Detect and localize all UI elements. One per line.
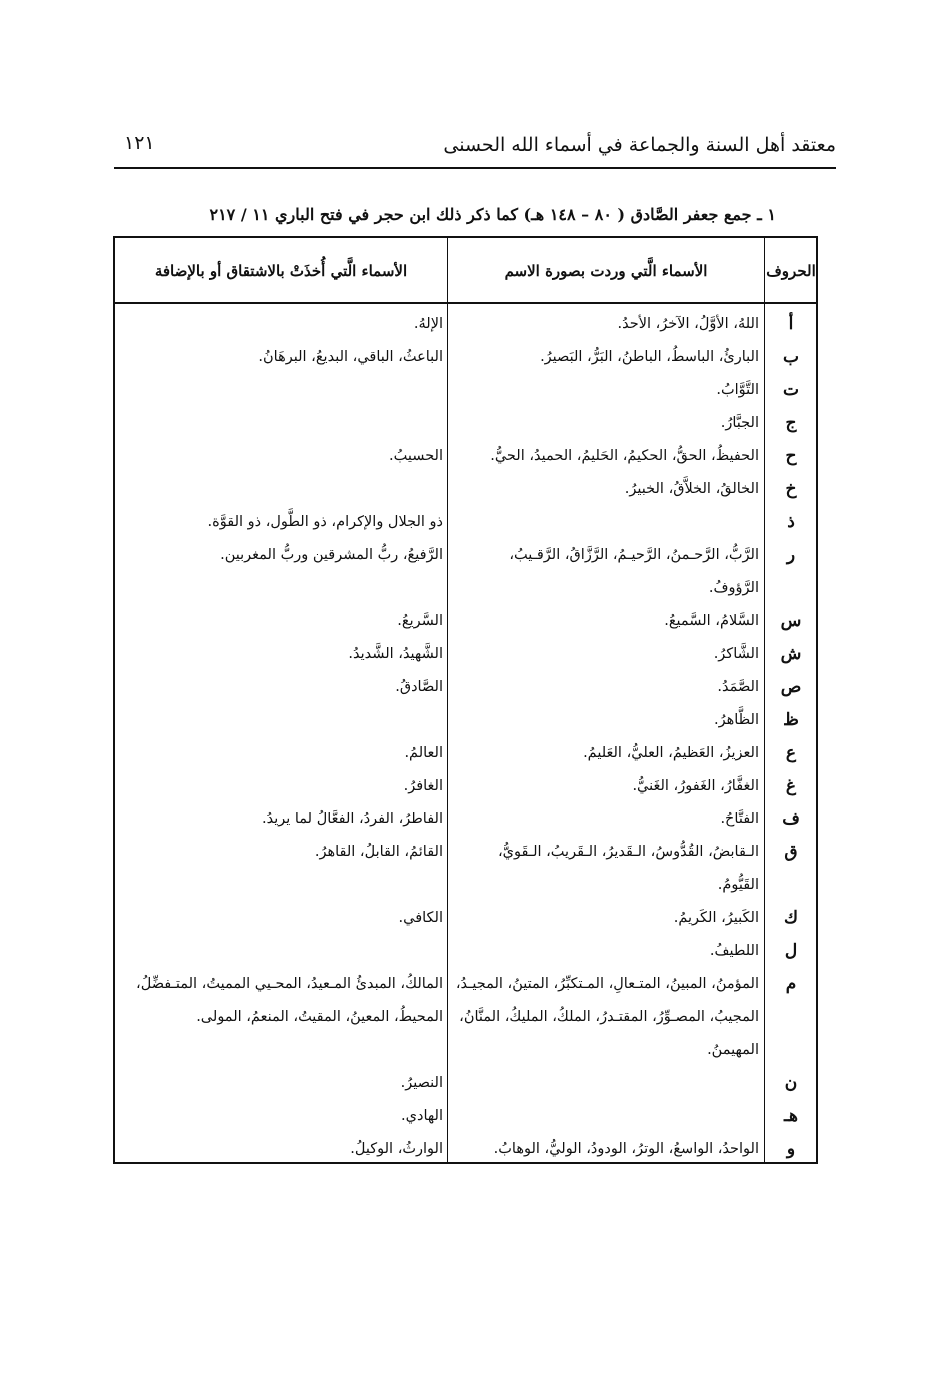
letter-cell: ر [786, 545, 796, 565]
direct-names-cell: العزيزُ، العَظيمُ، العليُّ، العَليمُ. [583, 745, 759, 761]
direct-names-cell: القَيُّومُ. [717, 877, 759, 893]
header-derived-names: الأسماء الَّتي أُخذَتْ بالاشتقاق أو بالإضافة [154, 262, 408, 280]
direct-names-cell: الشَّاكرُ. [713, 646, 759, 662]
direct-names-cell: الجبَّارُ. [720, 415, 759, 431]
letter-cell: ح [785, 446, 797, 466]
table-row [115, 374, 816, 407]
letter-cell: غ [785, 776, 797, 796]
page-number: ١٢١ [124, 132, 155, 154]
derived-names-cell: الشَّهيدُ، الشَّديدُ. [348, 646, 443, 662]
direct-names-cell: الواحدُ، الواسعُ، الوترُ، الودودُ، الوليُّ، الوهابُ. [493, 1141, 759, 1157]
direct-names-cell: المؤمنُ، المبينُ، المتـعالِ، المـتكبِّرُ، المتينُ، المجيـدُ، [455, 976, 759, 992]
letter-cell: م [785, 974, 797, 994]
derived-names-cell: القائمُ، القابلُ، القاهرُ. [314, 844, 443, 860]
header-letters: الحروف [766, 262, 816, 280]
table-caption: ١ ـ جمع جعفر الصَّادق ( ٨٠ – ١٤٨ هـ) كما ذكر ذلك ابن حجر في فتح الباري ١١ / ٢١٧ [209, 205, 776, 224]
names-table [113, 236, 818, 1164]
header-direct-names: الأسماء الَّتي وردت بصورة الاسم [504, 262, 708, 280]
table-row [115, 1133, 816, 1166]
table-row [115, 407, 816, 440]
direct-names-cell: الغفَّارُ، الغَفورُ، الغَنيُّ. [632, 778, 759, 794]
table-row [115, 671, 816, 704]
table-row [115, 836, 816, 869]
table-row [115, 1001, 816, 1034]
letter-cell: ل [784, 941, 798, 961]
direct-names-cell: الكَبيرُ، الكَريمُ. [673, 910, 759, 926]
letter-cell: ق [784, 842, 798, 862]
table-row [115, 803, 816, 836]
table-row [115, 968, 816, 1001]
direct-names-cell: الرَّؤوفُ. [708, 580, 759, 596]
table-row [115, 473, 816, 506]
derived-names-cell: الحسيبُ. [389, 448, 443, 464]
derived-names-cell: النصيرُ. [400, 1075, 443, 1091]
table-row [115, 440, 816, 473]
table-row [115, 935, 816, 968]
direct-names-cell: الخالقُ، الخلاَّقُ، الخبيرُ. [624, 481, 759, 497]
letter-cell: ذ [787, 512, 795, 532]
derived-names-cell: السَّريعُ. [397, 613, 443, 629]
table-row [115, 341, 816, 374]
letter-cell: ب [782, 347, 799, 367]
direct-names-cell: المجيبُ، المصـوِّرُ، المقتـدرُ، الملكُ، المليكُ، المنَّانُ، [459, 1009, 759, 1025]
table-row [115, 704, 816, 737]
header-rule [114, 167, 836, 169]
direct-names-cell: الظَّاهرُ. [713, 712, 759, 728]
table-row [115, 539, 816, 572]
derived-names-cell: الكافي. [398, 910, 443, 926]
direct-names-cell: التَّوَّابُ. [716, 382, 759, 398]
derived-names-cell: الإلهُ. [413, 316, 443, 332]
derived-names-cell: ذو الجلال والإكرام، ذو الطَّول، ذو القوَّة. [207, 514, 443, 530]
direct-names-cell: اللهُ، الأوَّلُ، الآخرُ، الأحدُ. [617, 316, 759, 332]
table-row [115, 506, 816, 539]
derived-names-cell: الصَّادقُ. [395, 679, 443, 695]
letter-cell: ش [780, 644, 802, 664]
letter-cell: ج [785, 413, 797, 433]
derived-names-cell: الهادي. [401, 1108, 443, 1124]
table-row [115, 638, 816, 671]
table-row [115, 308, 816, 341]
derived-names-cell: المالكُ، المبدئُ المـعيدُ، المحـيي المميتُ، المتـفضِّلُ، [136, 976, 443, 992]
letter-cell: هـ [784, 1106, 798, 1126]
table-row [115, 902, 816, 935]
table-row [115, 605, 816, 638]
letter-cell: خ [785, 479, 797, 499]
table-row [115, 869, 816, 902]
derived-names-cell: العالمُ. [404, 745, 443, 761]
letter-cell: و [786, 1139, 796, 1159]
derived-names-cell: المحيطُ، المعينُ، المقيتُ، المنعمُ، المولى. [196, 1009, 443, 1025]
direct-names-cell: الصَّمَدُ. [717, 679, 759, 695]
letter-cell: ن [784, 1073, 798, 1093]
direct-names-cell: الحفيظُ، الحقُّ، الحكيمُ، الحَليمُ، الحميدُ، الحيُّ. [490, 448, 759, 464]
letter-cell: ف [782, 809, 800, 829]
running-header [114, 128, 836, 168]
table-row [115, 737, 816, 770]
letter-cell: أ [788, 314, 794, 334]
letter-cell: ص [780, 677, 802, 697]
letter-cell: ك [783, 908, 798, 928]
direct-names-cell: الـقابضُ، القُدُّوسُ، الـقَديرُ، الـقَريبُ، الـقَويُّ، [497, 844, 759, 860]
derived-names-cell: الغافرُ. [403, 778, 443, 794]
running-title: معتقد أهل السنة والجماعة في أسماء الله الحسنى [443, 134, 836, 156]
table-row [115, 1067, 816, 1100]
table-row [115, 770, 816, 803]
direct-names-cell: السَّلامُ، السَّميعُ. [664, 613, 759, 629]
direct-names-cell: الفتَّاحُ. [720, 811, 759, 827]
header-divider [115, 302, 816, 304]
direct-names-cell: الرَّبُّ، الرَّحـمنُ، الرَّحيـمُ، الرَّزَّاقُ، الرَّقـيبُ، [509, 547, 759, 563]
letter-cell: ع [785, 743, 797, 763]
derived-names-cell: الرَّفيعُ، ربُّ المشرقين وربُّ المغربين. [220, 547, 443, 563]
direct-names-cell: المهيمنُ. [707, 1042, 759, 1058]
direct-names-cell: البارئُ، الباسطُ، الباطنُ، البَرُّ، البَصيرُ. [540, 349, 759, 365]
table-row [115, 1100, 816, 1133]
letter-cell: ت [782, 380, 799, 400]
derived-names-cell: الوارثُ، الوكيلُ. [350, 1141, 443, 1157]
letter-cell: س [780, 611, 802, 631]
derived-names-cell: الفاطرُ، الفردُ، الفعَّالُ لما يريدُ. [261, 811, 443, 827]
derived-names-cell: الباعثُ، الباقي، البديعُ، البرهَانُ. [258, 349, 443, 365]
direct-names-cell: اللطيفُ. [709, 943, 759, 959]
table-row [115, 1034, 816, 1067]
table-row [115, 572, 816, 605]
letter-cell: ظ [783, 710, 799, 730]
